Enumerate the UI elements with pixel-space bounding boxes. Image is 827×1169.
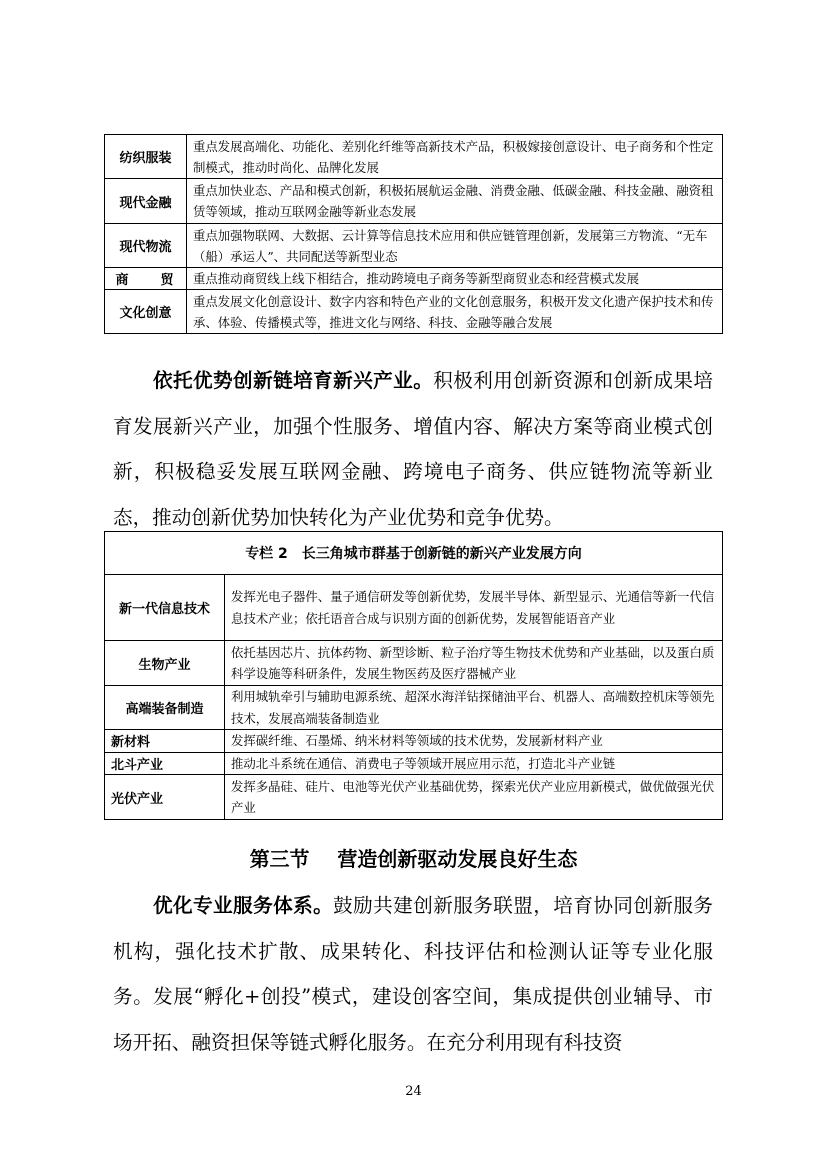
row-category: 生物产业 <box>105 641 225 686</box>
row-description: 重点加强物联网、大数据、云计算等信息技术应用和供应链管理创新，发展第三方物流、“无车（船）承运人”、共同配送等新型业态 <box>187 224 723 268</box>
row-category: 新材料 <box>105 730 225 753</box>
row-description: 发挥碳纤维、石墨烯、纳米材料等领域的技术优势，发展新材料产业 <box>225 730 723 753</box>
table-row <box>105 686 723 730</box>
row-description: 重点推动商贸线上线下相结合，推动跨境电子商务等新型商贸业态和经营模式发展 <box>187 268 723 290</box>
table-row <box>105 224 723 268</box>
section-number: 第三节 <box>249 847 310 871</box>
row-description: 发挥光电子器件、量子通信研发等创新优势，发展半导体、新型显示、光通信等新一代信息技术产业；依托语音合成与识别方面的创新优势，发展智能语音产业 <box>225 575 723 641</box>
row-description: 依托基因芯片、抗体药物、新型诊断、粒子治疗等生物技术优势和产业基础，以及蛋白质科学设施等科研条件，发展生物医药及医疗器械产业 <box>225 641 723 686</box>
table-row <box>105 641 723 686</box>
table-row <box>105 730 723 753</box>
row-category: 商 贸 <box>105 268 187 290</box>
row-description: 推动北斗系统在通信、消费电子等领域开展应用示范，打造北斗产业链 <box>225 752 723 775</box>
row-description: 利用城轨牵引与辅助电源系统、超深水海洋钻探储油平台、机器人、高端数控机床等领先技术，发展高端装备制造业 <box>225 686 723 730</box>
row-category: 光伏产业 <box>105 775 225 820</box>
row-category: 文化创意 <box>105 290 187 334</box>
table-caption-row <box>105 532 723 575</box>
paragraph-lead: 依托优势创新链培育新兴产业。 <box>153 369 434 392</box>
paragraph-lead: 优化专业服务体系。 <box>153 894 334 917</box>
table-row <box>105 268 723 290</box>
table-row <box>105 752 723 775</box>
paragraph-emerging-industries <box>113 358 713 540</box>
row-category: 现代金融 <box>105 179 187 224</box>
paragraph-service-system <box>113 883 713 1065</box>
table-row <box>105 135 723 179</box>
section-heading <box>0 843 827 872</box>
page-number: 24 <box>405 1084 422 1099</box>
row-description: 重点加快业态、产品和模式创新，积极拓展航运金融、消费金融、低碳金融、科技金融、融资租赁等领域，推动互联网金融等新业态发展 <box>187 179 723 224</box>
paragraph-body: 积极利用创新资源和创新成果培育发展新兴产业，加强个性服务、增值内容、解决方案等商业模式创新，积极稳妥发展互联网金融、跨境电子商务、供应链物流等新业态，推动创新优势加快转化为产业优势和竞争优势。 <box>113 369 714 529</box>
row-category: 高端装备制造 <box>105 686 225 730</box>
industry-table <box>104 134 723 334</box>
row-category: 现代物流 <box>105 224 187 268</box>
row-category: 北斗产业 <box>105 752 225 775</box>
emerging-industry-table <box>104 531 723 820</box>
row-category: 纺织服装 <box>105 135 187 179</box>
row-description: 重点发展高端化、功能化、差别化纤维等高新技术产品，积极嫁接创意设计、电子商务和个性定制模式，推动时尚化、品牌化发展 <box>187 135 723 179</box>
table-caption: 专栏 2 长三角城市群基于创新链的新兴产业发展方向 <box>105 532 723 575</box>
paragraph-body: 鼓励共建创新服务联盟，培育协同创新服务机构，强化技术扩散、成果转化、科技评估和检测认证等专业化服务。发展“孵化+创投”模式，建设创客空间，集成提供创业辅导、市场开拓、融资担保等链式孵化服务。在充分利用现有科技资 <box>113 894 714 1054</box>
table-row <box>105 179 723 224</box>
table-row <box>105 575 723 641</box>
row-category: 新一代信息技术 <box>105 575 225 641</box>
row-description: 重点发展文化创意设计、数字内容和特色产业的文化创意服务，积极开发文化遗产保护技术和传承、体验、传播模式等，推进文化与网络、科技、金融等融合发展 <box>187 290 723 334</box>
table-row <box>105 290 723 334</box>
table-row <box>105 775 723 820</box>
section-title-text: 营造创新驱动发展良好生态 <box>337 847 578 871</box>
row-description: 发挥多晶硅、硅片、电池等光伏产业基础优势，探索光伏产业应用新模式，做优做强光伏产业 <box>225 775 723 820</box>
